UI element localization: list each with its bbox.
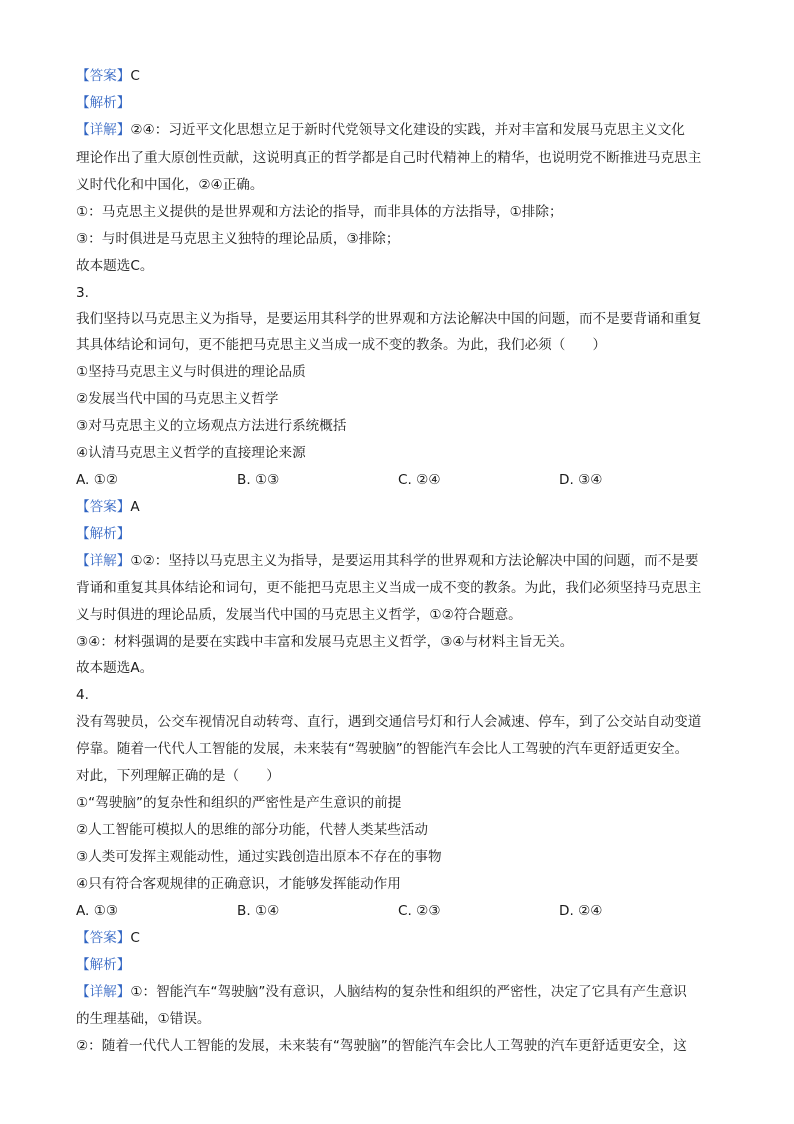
- detail-line: ①：马克思主义提供的是世界观和方法论的指导，而非具体的方法指导，①排除；: [76, 204, 563, 220]
- question-number: 4.: [76, 687, 89, 703]
- statement: ②发展当代中国的马克思主义哲学: [76, 391, 279, 407]
- answer-value: C: [130, 930, 140, 946]
- answer-label: 【答案】: [76, 930, 131, 946]
- detail-line: 故本题选A。: [76, 660, 154, 676]
- answer-line: [76, 928, 140, 948]
- detail-line: [76, 982, 687, 1002]
- detail-line: 的生理基础，①错误。: [76, 1011, 211, 1027]
- detail-line: ③④：材料强调的是要在实践中丰富和发展马克思主义哲学，③④与材料主旨无关。: [76, 634, 574, 650]
- answer-value: A: [130, 499, 140, 515]
- answer-label: 【答案】: [76, 499, 131, 515]
- question-stem: 对此，下列理解正确的是（ ）: [76, 768, 280, 784]
- answer-line: [76, 66, 140, 86]
- question-stem: 没有驾驶员，公交车视情况自动转弯、直行，遇到交通信号灯和行人会减速、停车，到了公交站自动变道: [76, 714, 702, 730]
- option-b: B. ①③: [237, 472, 280, 488]
- detail-line: 背诵和重复其具体结论和词句，更不能把马克思主义当成一成不变的教条。为此，我们必须坚持马克思主: [76, 580, 702, 596]
- detail-line: 义与时俱进的理论品质，发展当代中国的马克思主义哲学，①②符合题意。: [76, 607, 522, 623]
- option-d: D. ③④: [559, 472, 603, 488]
- question-number: 3.: [76, 285, 89, 301]
- analysis-label: 【解析】: [76, 957, 131, 973]
- detail-line: ③：与时俱进是马克思主义独特的理论品质，③排除；: [76, 231, 400, 247]
- option-c: C. ②③: [398, 903, 441, 919]
- option-b: B. ①④: [237, 903, 280, 919]
- detail-line: 义时代化和中国化，②④正确。: [76, 177, 264, 193]
- detail-line: ②：随着一代代人工智能的发展，未来装有“驾驶脑”的智能汽车会比人工驾驶的汽车更舒适更安全，这: [76, 1038, 687, 1054]
- option-a: A. ①②: [76, 472, 119, 488]
- statement: ①“驾驶脑”的复杂性和组织的严密性是产生意识的前提: [76, 795, 402, 811]
- statement: ④认清马克思主义哲学的直接理论来源: [76, 445, 306, 461]
- option-d: D. ②④: [559, 903, 603, 919]
- option-c: C. ②④: [398, 472, 441, 488]
- answer-value: C: [130, 68, 140, 84]
- answer-label: 【答案】: [76, 68, 131, 84]
- question-stem: 其具体结论和词句，更不能把马克思主义当成一成不变的教条。为此，我们必须（ ）: [76, 337, 607, 353]
- detail-text: ①：智能汽车“驾驶脑”没有意识，人脑结构的复杂性和组织的严密性，决定了它具有产生意识: [130, 984, 687, 1000]
- statement: ③人类可发挥主观能动性，通过实践创造出原本不存在的事物: [76, 849, 442, 865]
- detail-line: [76, 551, 699, 571]
- detail-label: 【详解】: [76, 122, 131, 138]
- analysis-label: 【解析】: [76, 526, 131, 542]
- detail-line: 故本题选C。: [76, 258, 154, 274]
- answer-line: [76, 497, 140, 517]
- option-a: A. ①③: [76, 903, 119, 919]
- statement: ③对马克思主义的立场观点方法进行系统概括: [76, 418, 347, 434]
- detail-label: 【详解】: [76, 984, 131, 1000]
- options-row: [76, 901, 602, 921]
- question-stem: 我们坚持以马克思主义为指导，是要运用其科学的世界观和方法论解决中国的问题，而不是要背诵和重复: [76, 311, 702, 327]
- analysis-label: 【解析】: [76, 95, 131, 111]
- detail-text: ①②：坚持以马克思主义为指导，是要运用其科学的世界观和方法论解决中国的问题，而不是要: [130, 553, 699, 569]
- detail-text: ②④：习近平文化思想立足于新时代党领导文化建设的实践，并对丰富和发展马克思主义文化: [130, 122, 685, 138]
- detail-line: 理论作出了重大原创性贡献，这说明真正的哲学都是自己时代精神上的精华，也说明党不断推进马克思主: [76, 150, 702, 166]
- statement: ②人工智能可模拟人的思维的部分功能，代替人类某些活动: [76, 822, 429, 838]
- question-stem: 停靠。随着一代代人工智能的发展，未来装有“驾驶脑”的智能汽车会比人工驾驶的汽车更舒适更安全。: [76, 741, 689, 757]
- detail-label: 【详解】: [76, 553, 131, 569]
- statement: ①坚持马克思主义与时俱进的理论品质: [76, 364, 306, 380]
- statement: ④只有符合客观规律的正确意识，才能够发挥能动作用: [76, 876, 401, 892]
- options-row: [76, 470, 602, 490]
- detail-line: [76, 120, 685, 140]
